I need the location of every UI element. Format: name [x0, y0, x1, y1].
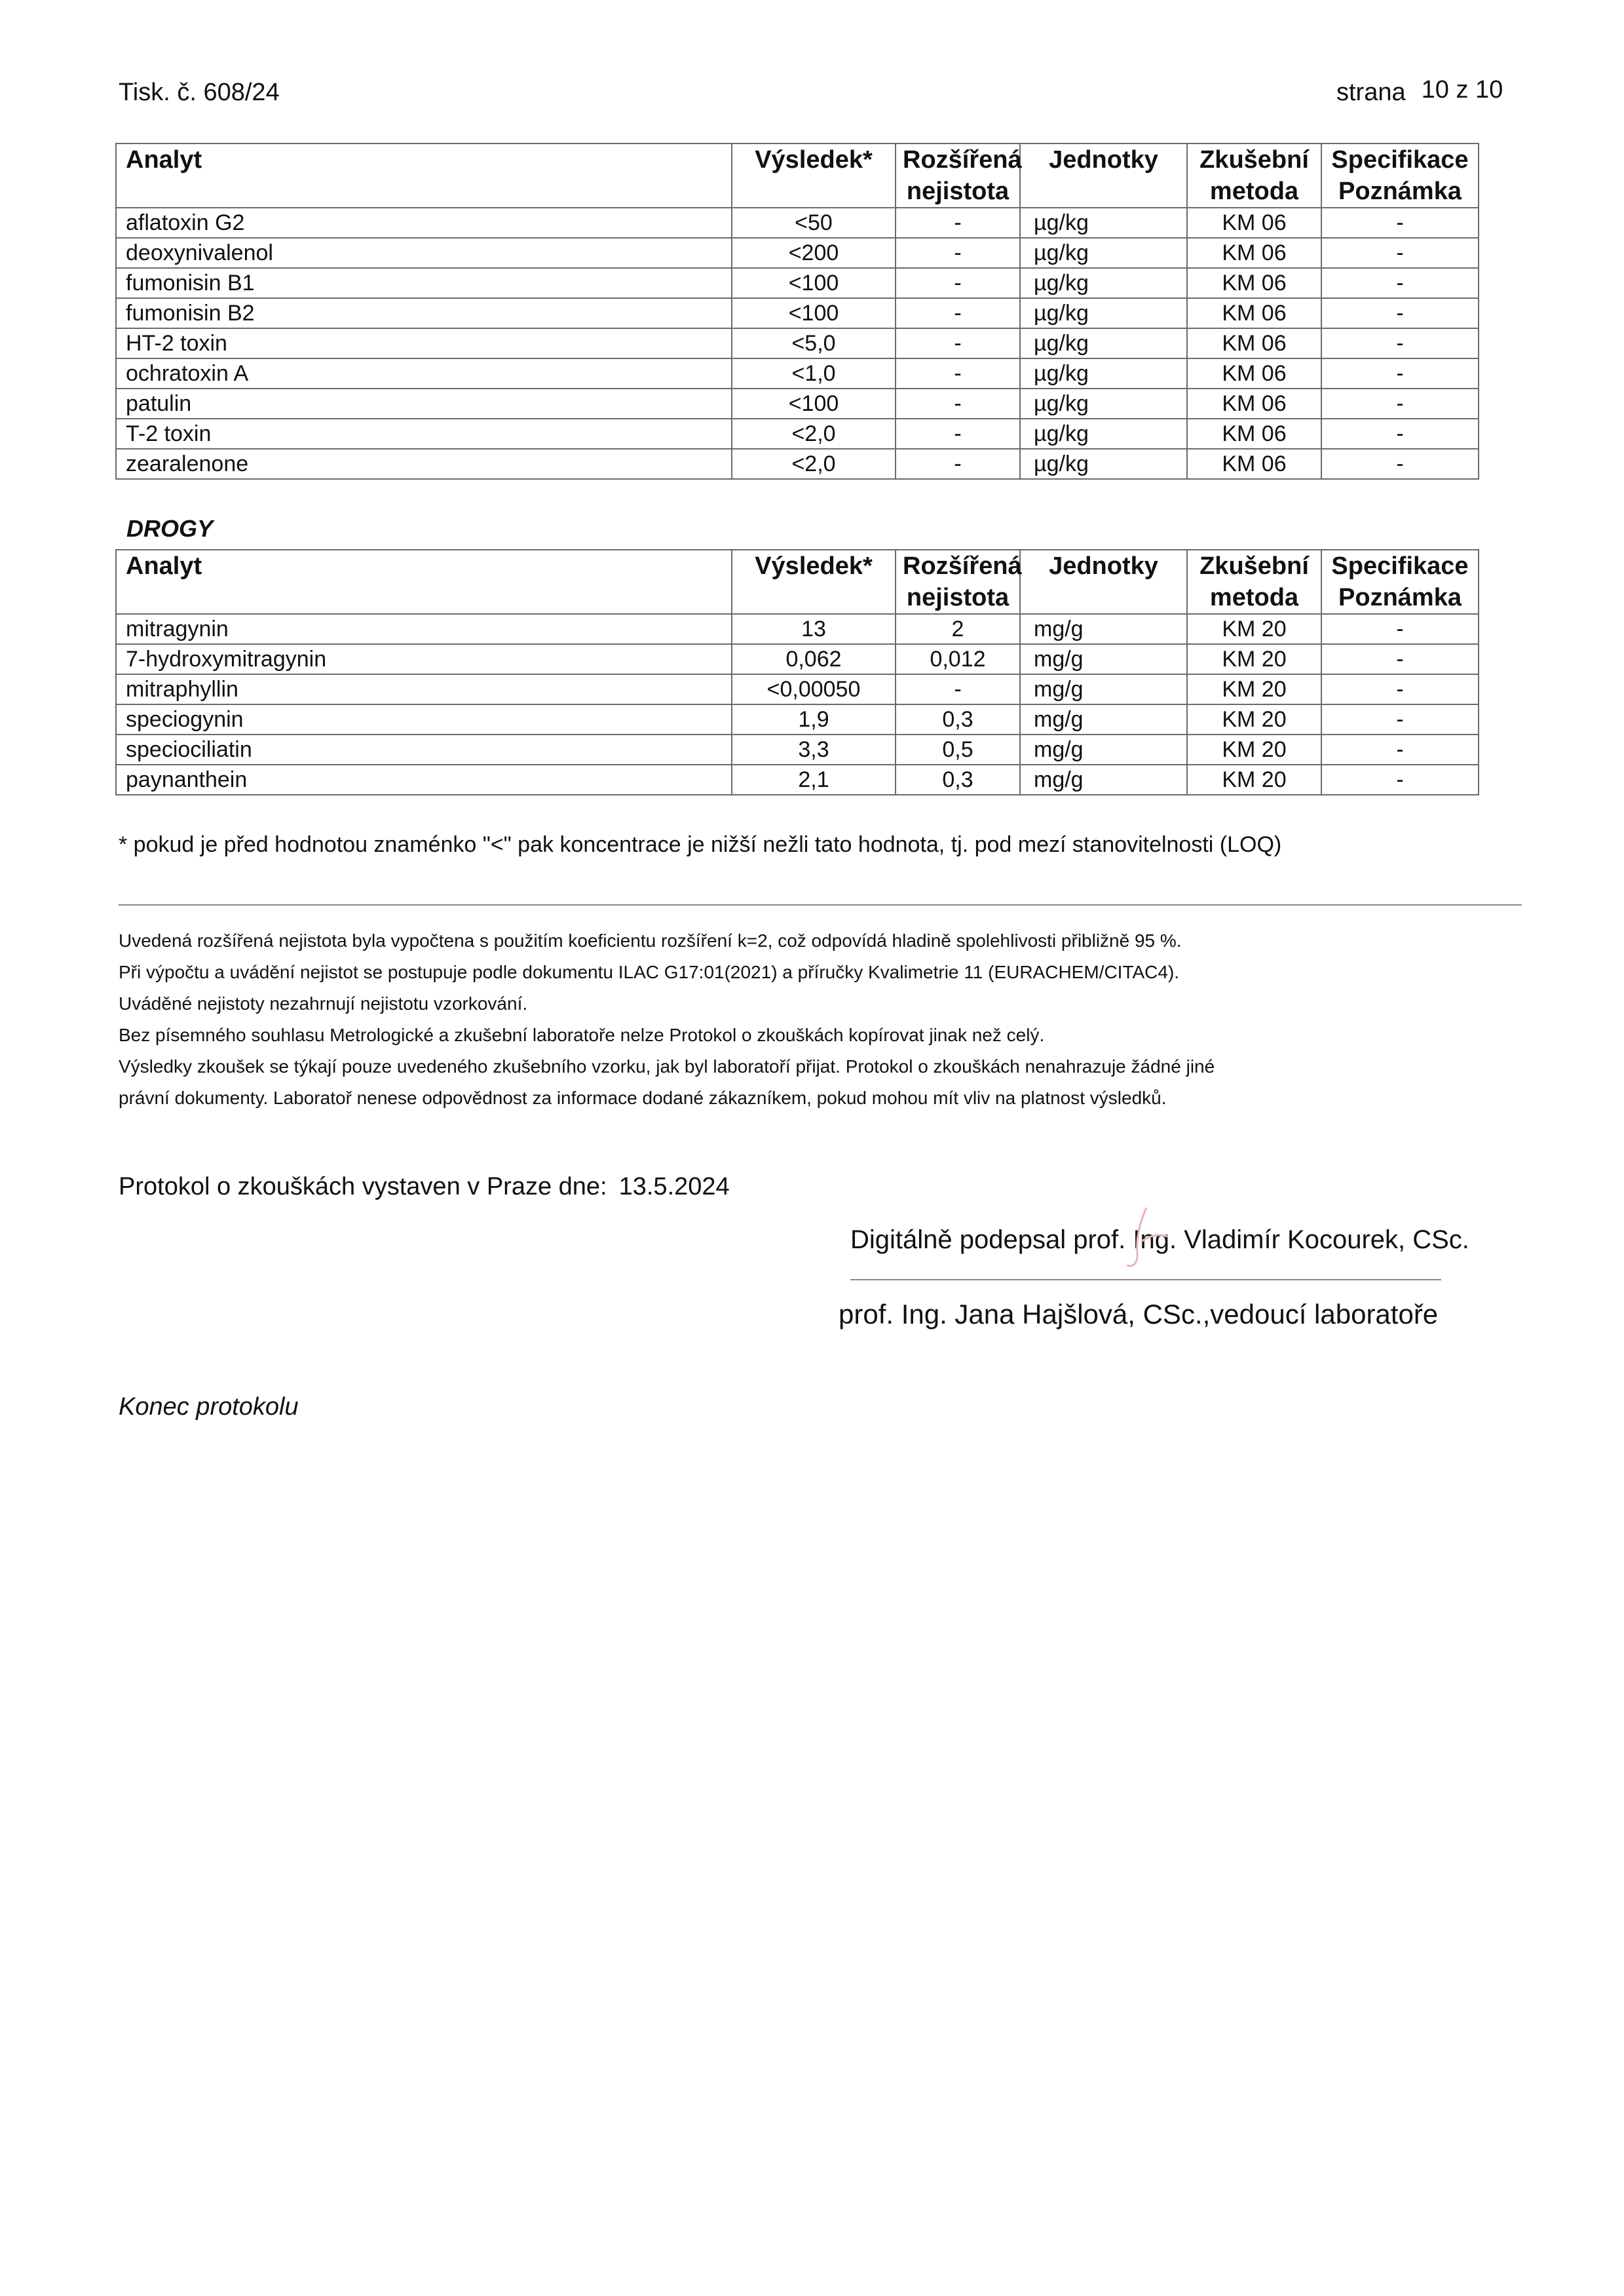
cell-spec: -	[1321, 389, 1479, 419]
cell-method: KM 06	[1187, 238, 1321, 268]
cell-unit: µg/kg	[1020, 449, 1187, 479]
cell-result: 0,062	[732, 644, 896, 674]
cell-method: KM 20	[1187, 674, 1321, 704]
table-row	[116, 674, 1479, 704]
cell-uncertainty: 0,3	[896, 704, 1020, 735]
note-line: Uváděné nejistoty nezahrnují nejistotu vzorkování.	[119, 993, 528, 1014]
cell-result: <100	[732, 389, 896, 419]
cell-unit: µg/kg	[1020, 328, 1187, 358]
cell-uncertainty: -	[896, 358, 1020, 389]
col-method: Zkušební metoda	[1187, 144, 1321, 208]
cell-spec: -	[1321, 449, 1479, 479]
cell-result: <5,0	[732, 328, 896, 358]
col-spec: Specifikace Poznámka	[1321, 550, 1479, 614]
end-of-protocol: Konec protokolu	[119, 1393, 299, 1421]
cell-result: <1,0	[732, 358, 896, 389]
note-line: Bez písemného souhlasu Metrologické a zkušební laboratoře nelze Protokol o zkouškách kopírovat jinak než celý.	[119, 1025, 1045, 1045]
table-row	[116, 704, 1479, 735]
cell-result: <200	[732, 238, 896, 268]
table-row	[116, 735, 1479, 765]
digital-signature-text: Digitálně podepsal prof. Ing. Vladimír Kocourek, CSc.	[850, 1225, 1469, 1254]
col-uncertainty: Rozšířená nejistota	[896, 144, 1020, 208]
page-value: 10 z 10	[1421, 76, 1503, 104]
col-units: Jednotky	[1020, 144, 1187, 208]
cell-uncertainty: 0,3	[896, 765, 1020, 795]
cell-result: 1,9	[732, 704, 896, 735]
cell-spec: -	[1321, 765, 1479, 795]
table-row	[116, 238, 1479, 268]
cell-result: <50	[732, 208, 896, 238]
cell-method: KM 06	[1187, 449, 1321, 479]
table-row	[116, 358, 1479, 389]
cell-method: KM 06	[1187, 328, 1321, 358]
cell-result: 3,3	[732, 735, 896, 765]
cell-spec: -	[1321, 674, 1479, 704]
cell-unit: µg/kg	[1020, 419, 1187, 449]
note-line: Při výpočtu a uvádění nejistot se postupuje podle dokumentu ILAC G17:01(2021) a příručky Kvalimetrie 11 (EURACHEM/CITAC4).	[119, 962, 1180, 982]
cell-spec: -	[1321, 298, 1479, 328]
table-header-row	[116, 144, 1479, 208]
signatory-name: prof. Ing. Jana Hajšlová, CSc.,vedoucí laboratoře	[839, 1299, 1439, 1330]
note-line: Výsledky zkoušek se týkají pouze uvedeného zkušebního vzorku, jak byl laboratoří přijat. Protokol o zkouškách nenahrazuje žádné jiné	[119, 1056, 1215, 1077]
cell-unit: µg/kg	[1020, 298, 1187, 328]
drug-results-table	[115, 549, 1479, 795]
table-row	[116, 419, 1479, 449]
cell-method: KM 06	[1187, 389, 1321, 419]
table-row	[116, 765, 1479, 795]
col-method: Zkušební metoda	[1187, 550, 1321, 614]
cell-uncertainty: -	[896, 208, 1020, 238]
cell-spec: -	[1321, 358, 1479, 389]
table-row	[116, 208, 1479, 238]
cell-analyte: mitraphyllin	[116, 674, 732, 704]
cell-spec: -	[1321, 268, 1479, 298]
cell-method: KM 20	[1187, 765, 1321, 795]
cell-spec: -	[1321, 419, 1479, 449]
cell-result: <100	[732, 268, 896, 298]
mycotoxin-results-table	[115, 143, 1479, 480]
divider	[119, 904, 1522, 906]
cell-uncertainty: -	[896, 389, 1020, 419]
page-label: strana	[1336, 79, 1406, 106]
cell-spec: -	[1321, 208, 1479, 238]
cell-analyte: mitragynin	[116, 614, 732, 644]
cell-uncertainty: -	[896, 328, 1020, 358]
page-indicator	[1336, 76, 1503, 107]
note-line: právní dokumenty. Laboratoř nenese odpovědnost za informace dodané zákazníkem, pokud mohou mít vliv na platnost výsledků.	[119, 1088, 1167, 1108]
note-line: Uvedená rozšířená nejistota byla vypočtena s použitím koeficientu rozšíření k=2, což odpovídá hladině spolehlivosti přibližně 95 %.	[119, 930, 1182, 951]
cell-unit: µg/kg	[1020, 358, 1187, 389]
cell-unit: µg/kg	[1020, 389, 1187, 419]
col-analyte: Analyt	[116, 550, 732, 614]
cell-result: 13	[732, 614, 896, 644]
cell-analyte: 7-hydroxymitragynin	[116, 644, 732, 674]
cell-uncertainty: -	[896, 238, 1020, 268]
col-uncertainty: Rozšířená nejistota	[896, 550, 1020, 614]
col-result: Výsledek*	[732, 550, 896, 614]
cell-uncertainty: -	[896, 298, 1020, 328]
cell-unit: mg/g	[1020, 765, 1187, 795]
cell-analyte: deoxynivalenol	[116, 238, 732, 268]
cell-analyte: paynanthein	[116, 765, 732, 795]
notes-block	[119, 925, 1215, 1114]
cell-uncertainty: -	[896, 419, 1020, 449]
cell-method: KM 20	[1187, 704, 1321, 735]
cell-uncertainty: -	[896, 674, 1020, 704]
cell-spec: -	[1321, 328, 1479, 358]
cell-result: 2,1	[732, 765, 896, 795]
col-analyte: Analyt	[116, 144, 732, 208]
cell-analyte: zearalenone	[116, 449, 732, 479]
cell-spec: -	[1321, 238, 1479, 268]
document-number: Tisk. č. 608/24	[119, 79, 280, 106]
cell-unit: µg/kg	[1020, 208, 1187, 238]
cell-unit: mg/g	[1020, 704, 1187, 735]
cell-result: <2,0	[732, 449, 896, 479]
cell-result: <2,0	[732, 419, 896, 449]
cell-uncertainty: 2	[896, 614, 1020, 644]
cell-analyte: aflatoxin G2	[116, 208, 732, 238]
table-row	[116, 449, 1479, 479]
table-row	[116, 328, 1479, 358]
cell-result: <0,00050	[732, 674, 896, 704]
issue-date: 13.5.2024	[618, 1173, 730, 1200]
signature-scribble-icon	[1107, 1202, 1179, 1274]
cell-method: KM 20	[1187, 735, 1321, 765]
table-row	[116, 614, 1479, 644]
cell-analyte: ochratoxin A	[116, 358, 732, 389]
table-header-row	[116, 550, 1479, 614]
cell-analyte: speciociliatin	[116, 735, 732, 765]
cell-uncertainty: 0,012	[896, 644, 1020, 674]
footnote: * pokud je před hodnotou znaménko "<" pak koncentrace je nižší nežli tato hodnota, tj. pod mezí stanovitelnosti (LOQ)	[119, 832, 1282, 857]
table-row	[116, 298, 1479, 328]
cell-analyte: HT-2 toxin	[116, 328, 732, 358]
cell-uncertainty: -	[896, 268, 1020, 298]
cell-analyte: fumonisin B1	[116, 268, 732, 298]
cell-uncertainty: 0,5	[896, 735, 1020, 765]
table-row	[116, 644, 1479, 674]
issue-label: Protokol o zkouškách vystaven v Praze dne:	[119, 1173, 607, 1200]
cell-analyte: T-2 toxin	[116, 419, 732, 449]
cell-unit: mg/g	[1020, 674, 1187, 704]
col-result: Výsledek*	[732, 144, 896, 208]
cell-method: KM 20	[1187, 644, 1321, 674]
cell-unit: µg/kg	[1020, 268, 1187, 298]
cell-method: KM 06	[1187, 268, 1321, 298]
cell-method: KM 06	[1187, 208, 1321, 238]
cell-result: <100	[732, 298, 896, 328]
col-units: Jednotky	[1020, 550, 1187, 614]
cell-analyte: speciogynin	[116, 704, 732, 735]
section-title-drogy: DROGY	[126, 515, 214, 542]
issue-statement	[119, 1173, 730, 1201]
signature-line	[850, 1279, 1441, 1280]
col-spec: Specifikace Poznámka	[1321, 144, 1479, 208]
cell-spec: -	[1321, 704, 1479, 735]
cell-method: KM 20	[1187, 614, 1321, 644]
cell-spec: -	[1321, 644, 1479, 674]
cell-method: KM 06	[1187, 298, 1321, 328]
cell-spec: -	[1321, 614, 1479, 644]
cell-unit: mg/g	[1020, 614, 1187, 644]
cell-analyte: fumonisin B2	[116, 298, 732, 328]
table-row	[116, 389, 1479, 419]
cell-method: KM 06	[1187, 358, 1321, 389]
cell-analyte: patulin	[116, 389, 732, 419]
cell-method: KM 06	[1187, 419, 1321, 449]
cell-uncertainty: -	[896, 449, 1020, 479]
cell-unit: mg/g	[1020, 644, 1187, 674]
cell-spec: -	[1321, 735, 1479, 765]
table-row	[116, 268, 1479, 298]
cell-unit: µg/kg	[1020, 238, 1187, 268]
cell-unit: mg/g	[1020, 735, 1187, 765]
